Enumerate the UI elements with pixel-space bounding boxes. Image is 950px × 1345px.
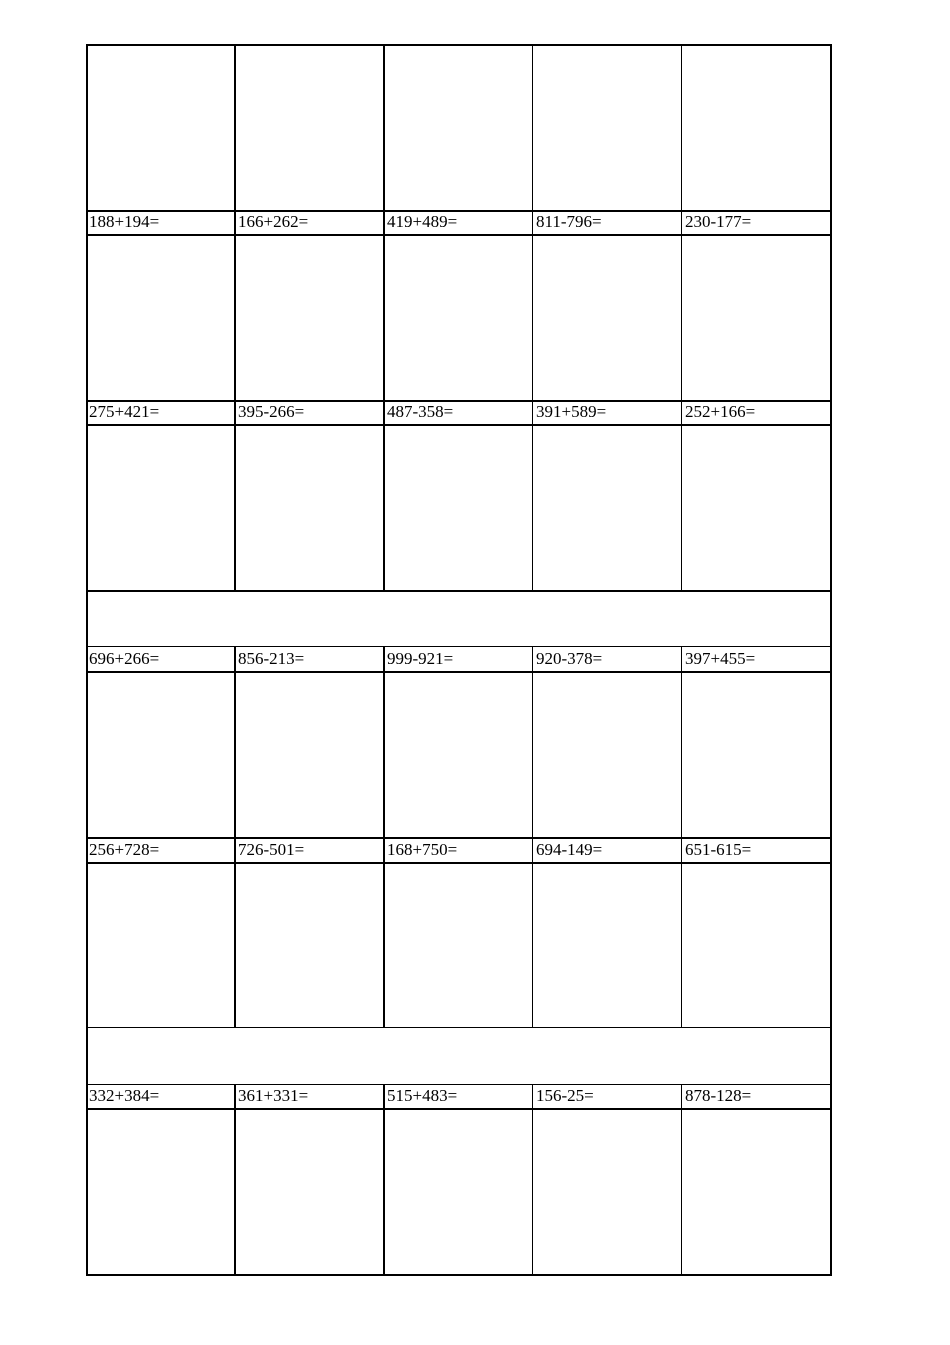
problem-text: 397+455= — [685, 649, 756, 668]
grid-line — [532, 646, 533, 1028]
grid-line — [86, 837, 832, 839]
problem-text: 332+384= — [89, 1086, 160, 1105]
grid-line — [86, 1084, 832, 1085]
problem-text: 856-213= — [238, 649, 305, 668]
grid-line — [830, 44, 832, 1276]
problem-text: 361+331= — [238, 1086, 309, 1105]
grid-line — [383, 646, 385, 1028]
problem-text: 419+489= — [387, 212, 458, 231]
grid-line — [86, 424, 832, 426]
problem-text: 166+262= — [238, 212, 309, 231]
grid-line — [383, 1084, 385, 1276]
grid-line — [532, 44, 533, 591]
grid-line — [86, 44, 88, 1276]
problem-text: 515+483= — [387, 1086, 458, 1105]
grid-line — [383, 44, 385, 591]
problem-text: 252+166= — [685, 402, 756, 421]
grid-line — [86, 590, 832, 592]
problem-text: 999-921= — [387, 649, 454, 668]
grid-line — [86, 1108, 832, 1110]
grid-line — [681, 646, 682, 1028]
grid-line — [86, 1027, 832, 1028]
grid-line — [86, 1274, 832, 1276]
problem-text: 811-796= — [536, 212, 602, 231]
grid-line — [681, 1084, 682, 1276]
problem-text: 168+750= — [387, 840, 458, 859]
problem-text: 726-501= — [238, 840, 305, 859]
grid-line — [86, 646, 832, 647]
problem-text: 395-266= — [238, 402, 305, 421]
problem-text: 878-128= — [685, 1086, 752, 1105]
problem-text: 694-149= — [536, 840, 603, 859]
grid-line — [234, 646, 236, 1028]
grid-line — [234, 1084, 236, 1276]
problem-text: 275+421= — [89, 402, 160, 421]
problem-text: 696+266= — [89, 649, 160, 668]
grid-line — [86, 862, 832, 864]
grid-line — [234, 44, 236, 591]
problem-text: 230-177= — [685, 212, 752, 231]
problem-text: 391+589= — [536, 402, 607, 421]
grid-line — [86, 671, 832, 673]
problem-text: 487-358= — [387, 402, 454, 421]
grid-line — [86, 44, 832, 46]
grid-line — [86, 234, 832, 236]
problem-text: 156-25= — [536, 1086, 594, 1105]
problem-text: 920-378= — [536, 649, 603, 668]
problem-text: 651-615= — [685, 840, 752, 859]
grid-line — [532, 1084, 533, 1276]
grid-line — [681, 44, 682, 591]
worksheet-grid — [86, 44, 832, 1276]
problem-text: 256+728= — [89, 840, 160, 859]
problem-text: 188+194= — [89, 212, 160, 231]
